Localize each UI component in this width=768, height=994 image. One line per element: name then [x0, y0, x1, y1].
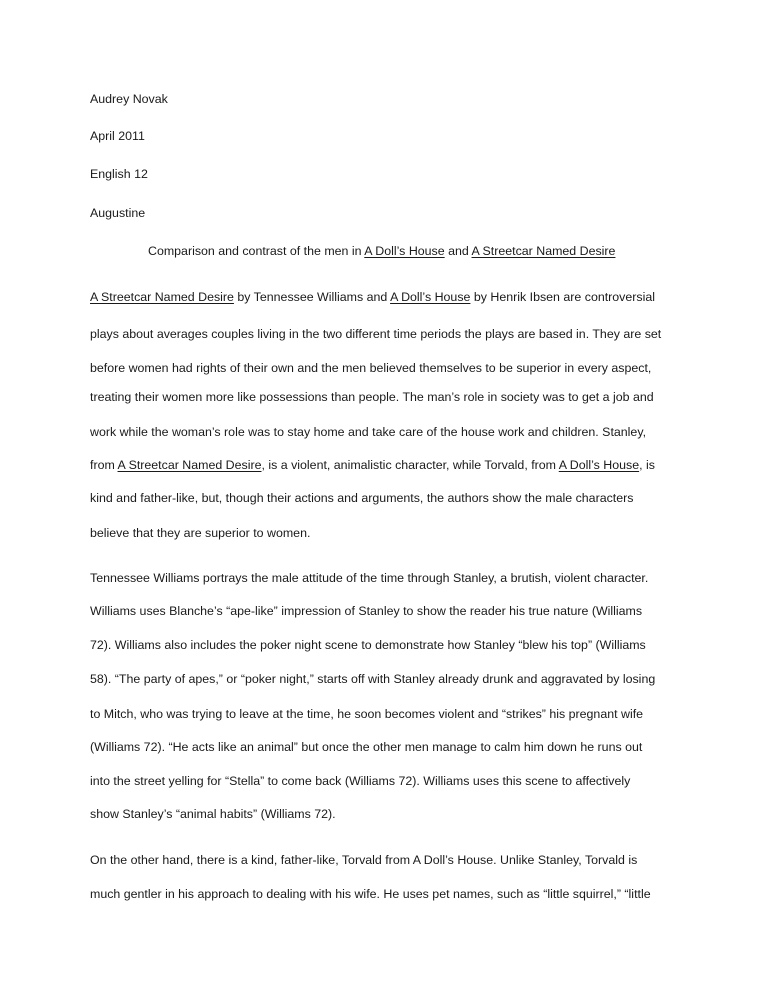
paragraph-2-line: show Stanley’s “animal habits” (Williams 72).: [90, 807, 336, 821]
text-run: , is a violent, animalistic character, while Torvald, from: [261, 458, 559, 472]
text-run: by Tennessee Williams and: [233, 290, 391, 304]
title-work-streetcar: A Streetcar Named Desire: [471, 244, 616, 258]
paragraph-2-line: into the street yelling for “Stella” to come back (Williams 72). Williams uses this scene to affectively: [90, 774, 631, 788]
course-line: English 12: [90, 167, 148, 181]
paragraph-1-line: [90, 289, 655, 305]
paragraph-1-line: before women had rights of their own and the men believed themselves to be superior in every aspect,: [90, 361, 652, 375]
text-run: by Henrik Ibsen are controversial: [470, 290, 655, 304]
paragraph-3-line: On the other hand, there is a kind, father-like, Torvald from A Doll’s House. Unlike Stanley, Torvald is: [90, 853, 638, 867]
paragraph-2-line: Tennessee Williams portrays the male attitude of the time through Stanley, a brutish, violent character.: [90, 571, 649, 585]
title-prefix: Comparison and contrast of the men in: [148, 244, 365, 258]
title-work-dolls-house: A Doll’s House: [364, 244, 445, 258]
work-title-dolls-house: A Doll’s House: [558, 458, 640, 472]
paragraph-2-line: (Williams 72). “He acts like an animal” but once the other men manage to calm him down he runs out: [90, 740, 643, 754]
text-run: from: [90, 458, 118, 472]
paragraph-2-line: 58). “The party of apes,” or “poker night,” starts off with Stanley already drunk and aggravated by losing: [90, 672, 656, 686]
paragraph-1-line: [90, 457, 655, 473]
title-middle: and: [444, 244, 472, 258]
work-title-dolls-house: A Doll’s House: [390, 290, 471, 304]
work-title-streetcar: A Streetcar Named Desire: [90, 290, 234, 304]
paragraph-3-line: much gentler in his approach to dealing with his wife. He uses pet names, such as “little squirrel,” “little: [90, 887, 651, 901]
paragraph-1-line: work while the woman’s role was to stay home and take care of the house work and children. Stanley,: [90, 425, 647, 439]
paragraph-2-line: 72). Williams also includes the poker night scene to demonstrate how Stanley “blew his top” (Williams: [90, 638, 646, 652]
paragraph-2-line: to Mitch, who was trying to leave at the time, he soon becomes violent and “strikes” his pregnant wife: [90, 707, 644, 721]
paragraph-1-line: believe that they are superior to women.: [90, 526, 311, 540]
paragraph-1-line: plays about averages couples living in the two different time periods the plays are based in. They are set: [90, 327, 662, 341]
author-name: Audrey Novak: [90, 92, 168, 106]
paragraph-2-line: Williams uses Blanche’s “ape-like” impression of Stanley to show the reader his true nature (Williams: [90, 604, 643, 618]
text-run: , is: [639, 458, 655, 472]
work-title-streetcar: A Streetcar Named Desire: [117, 458, 262, 472]
essay-title: [148, 243, 615, 259]
paragraph-1-line: treating their women more like possessions than people. The man’s role in society was to get a job and: [90, 390, 654, 404]
date-line: April 2011: [90, 129, 145, 143]
teacher-line: Augustine: [90, 206, 146, 220]
paragraph-1-line: kind and father-like, but, though their actions and arguments, the authors show the male characters: [90, 491, 634, 505]
